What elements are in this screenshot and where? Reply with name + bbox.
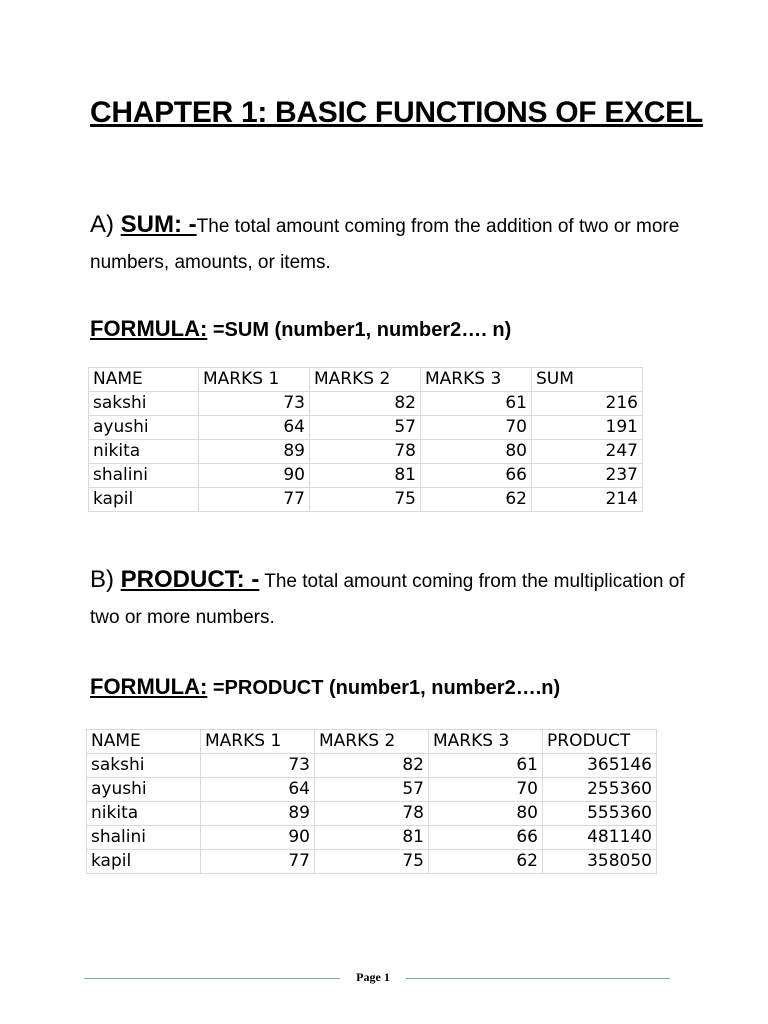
sum-table: [88, 367, 643, 512]
sum-label: [90, 211, 197, 238]
chapter-title: CHAPTER 1: BASIC FUNCTIONS OF EXCEL: [90, 96, 703, 129]
value-cell: 70: [429, 778, 543, 802]
sum-formula-text: =SUM (number1, number2…. n): [207, 319, 512, 341]
table-row: [89, 440, 643, 464]
page-footer: [84, 968, 670, 988]
product-description: The total amount coming from the multiplication of two or more numbers.: [90, 571, 685, 628]
value-cell: 62: [421, 488, 532, 512]
table-row: [87, 802, 657, 826]
value-cell: 62: [429, 850, 543, 874]
product-cell: 358050: [543, 850, 657, 874]
product-cell: 255360: [543, 778, 657, 802]
name-cell: ayushi: [87, 778, 201, 802]
sum-cell: 191: [532, 416, 643, 440]
name-cell: shalini: [89, 464, 199, 488]
header-cell: MARKS 3: [429, 730, 543, 754]
sum-cell: 247: [532, 440, 643, 464]
table-row: [89, 392, 643, 416]
value-cell: 73: [201, 754, 315, 778]
product-label: [90, 566, 259, 593]
value-cell: 82: [315, 754, 429, 778]
value-cell: 77: [199, 488, 310, 512]
sum-description: The total amount coming from the addition of two or more numbers, amounts, or items.: [90, 216, 680, 273]
table-header-row: [87, 730, 657, 754]
name-cell: shalini: [87, 826, 201, 850]
value-cell: 64: [199, 416, 310, 440]
table-row: [87, 778, 657, 802]
value-cell: 73: [199, 392, 310, 416]
name-cell: nikita: [87, 802, 201, 826]
product-formula-text: =PRODUCT (number1, number2….n): [207, 677, 561, 699]
header-cell: MARKS 3: [421, 368, 532, 392]
header-cell: SUM: [532, 368, 643, 392]
product-prefix: B): [90, 566, 121, 593]
page-number: Page 1: [356, 970, 390, 984]
table-row: [87, 850, 657, 874]
sum-cell: 237: [532, 464, 643, 488]
header-cell: NAME: [89, 368, 199, 392]
name-cell: nikita: [89, 440, 199, 464]
sum-name: SUM: -: [120, 211, 197, 238]
header-cell: MARKS 2: [315, 730, 429, 754]
value-cell: 78: [315, 802, 429, 826]
product-section: [90, 562, 690, 636]
sum-formula-label: FORMULA:: [90, 316, 208, 341]
value-cell: 64: [201, 778, 315, 802]
product-formula: [90, 674, 560, 700]
header-cell: NAME: [87, 730, 201, 754]
sum-cell: 216: [532, 392, 643, 416]
product-table: [86, 729, 657, 874]
value-cell: 80: [429, 802, 543, 826]
header-cell: MARKS 2: [310, 368, 421, 392]
product-name: PRODUCT: -: [120, 566, 260, 593]
value-cell: 61: [421, 392, 532, 416]
value-cell: 81: [315, 826, 429, 850]
table-row: [89, 488, 643, 512]
value-cell: 70: [421, 416, 532, 440]
sum-cell: 214: [532, 488, 643, 512]
value-cell: 66: [421, 464, 532, 488]
value-cell: 80: [421, 440, 532, 464]
header-cell: PRODUCT: [543, 730, 657, 754]
value-cell: 82: [310, 392, 421, 416]
value-cell: 75: [310, 488, 421, 512]
table-row: [89, 416, 643, 440]
product-cell: 365146: [543, 754, 657, 778]
name-cell: sakshi: [87, 754, 201, 778]
product-cell: 481140: [543, 826, 657, 850]
value-cell: 90: [201, 826, 315, 850]
name-cell: kapil: [87, 850, 201, 874]
table-row: [87, 826, 657, 850]
sum-formula: [90, 316, 511, 342]
header-cell: MARKS 1: [199, 368, 310, 392]
table-row: [89, 464, 643, 488]
value-cell: 66: [429, 826, 543, 850]
value-cell: 75: [315, 850, 429, 874]
table-row: [87, 754, 657, 778]
product-formula-label: FORMULA:: [90, 674, 208, 699]
value-cell: 57: [315, 778, 429, 802]
footer-rule-left: [84, 978, 340, 979]
value-cell: 89: [199, 440, 310, 464]
value-cell: 78: [310, 440, 421, 464]
sum-section: [90, 207, 690, 281]
product-cell: 555360: [543, 802, 657, 826]
name-cell: sakshi: [89, 392, 199, 416]
footer-rule-right: [406, 978, 670, 979]
value-cell: 90: [199, 464, 310, 488]
name-cell: ayushi: [89, 416, 199, 440]
value-cell: 57: [310, 416, 421, 440]
header-cell: MARKS 1: [201, 730, 315, 754]
value-cell: 77: [201, 850, 315, 874]
value-cell: 61: [429, 754, 543, 778]
value-cell: 81: [310, 464, 421, 488]
name-cell: kapil: [89, 488, 199, 512]
sum-prefix: A): [90, 211, 121, 238]
value-cell: 89: [201, 802, 315, 826]
table-header-row: [89, 368, 643, 392]
